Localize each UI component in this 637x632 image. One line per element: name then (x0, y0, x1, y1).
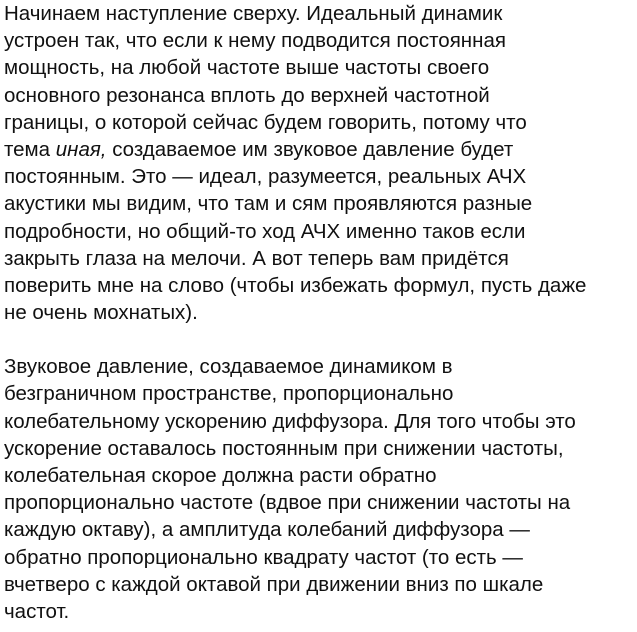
paragraph-2 (4, 353, 633, 625)
paragraph-1-line: мощность, на любой частоте выше частоты своего (4, 56, 490, 80)
paragraph-2-line: колебательному ускорению диффузора. Для того чтобы это (4, 409, 576, 433)
paragraph-2-line: каждую октаву), а амплитуда колебаний диффузора — (4, 518, 530, 542)
line-text-end: создаваемое им звуковое давление будет (106, 137, 514, 161)
paragraph-1-line: поверить мне на слово (чтобы избежать формул, пусть даже (4, 273, 587, 297)
paragraph-2-line: частот. (4, 599, 70, 623)
paragraph-2-line: вчетверо с каждой октавой при движении вниз по шкале (4, 572, 544, 596)
paragraph-1-line: постоянным. Это — идеал, разумеется, реальных АЧХ (4, 165, 527, 189)
emphasized-word: иная, (55, 137, 107, 161)
paragraph-2-line: пропорционально частоте (вдвое при снижении частоты на (4, 491, 571, 515)
paragraph-1-line: устроен так, что если к нему подводится постоянная (4, 29, 506, 53)
paragraph-1-line-with-emphasis (4, 136, 633, 163)
paragraph-2-line: безграничном пространстве, пропорционально (4, 382, 454, 406)
paragraph-1-line: закрыть глаза на мелочи. А вот теперь вам придётся (4, 246, 509, 270)
paragraph-1-line: акустики мы видим, что там и сям проявляются разные (4, 192, 533, 216)
paragraph-1 (4, 0, 633, 326)
paragraph-1-line: не очень мохнатых). (4, 301, 198, 325)
paragraph-1-line: подробности, но общий-то ход АЧХ именно таков если (4, 219, 526, 243)
paragraph-2-line: Звуковое давление, создаваемое динамиком в (4, 355, 453, 379)
paragraph-1-line: Начинаем наступление сверху. Идеальный динамик (4, 2, 503, 25)
paragraph-2-line: обратно пропорционально квадрату частот (то есть — (4, 545, 523, 569)
paragraph-2-line: ускорение оставалось постоянным при снижении частоты, (4, 436, 564, 460)
paragraph-2-line: колебательная скорое должна расти обратно (4, 464, 437, 487)
paragraph-1-line: основного резонанса вплоть до верхней частотной (4, 83, 490, 107)
paragraph-1-line: границы, о которой сейчас будем говорить, потому что (4, 110, 527, 134)
paragraph-spacer (4, 326, 633, 353)
line-text-start: тема (4, 137, 56, 161)
